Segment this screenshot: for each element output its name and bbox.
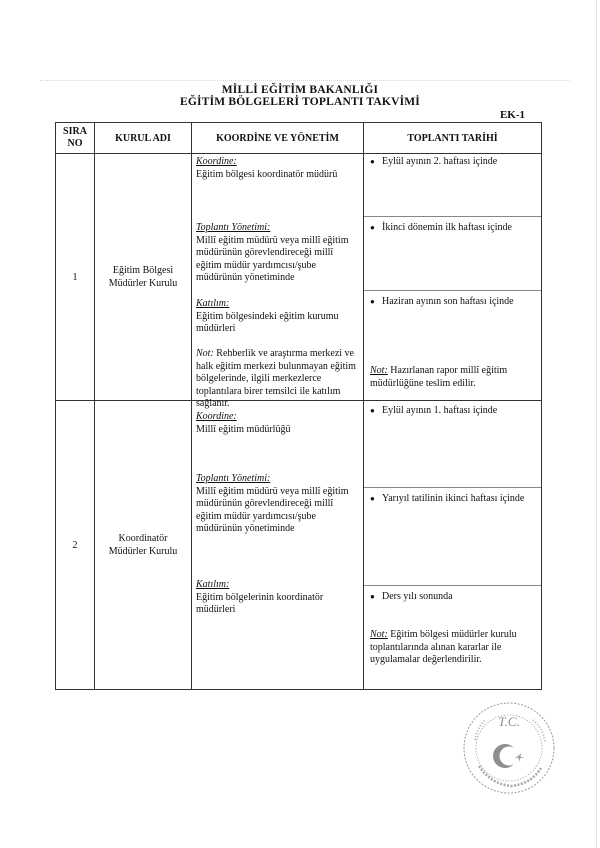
header-toplanti-tarihi: TOPLANTI TARİHİ (364, 123, 542, 154)
divider (364, 290, 541, 291)
katilim-section (196, 579, 358, 617)
bullet-icon: ● (370, 592, 375, 601)
yonetim-text: Millî eğitim müdürü veya millî eğitim müdürünün görevlendireceği millî eğitim müdür yardımcısı/şube müdürünün yönetiminde (196, 234, 349, 283)
official-seal-stamp (461, 700, 557, 796)
date-item: ● Eylül ayının 1. haftası içinde (370, 405, 498, 416)
date-note (370, 365, 535, 390)
katilim-text: Eğitim bölgesindeki eğitim kurumu müdürleri (196, 310, 339, 334)
koordine-label: Koordine: (196, 156, 237, 167)
date-note-text: Hazırlanan rapor millî eğitim müdürlüğüne teslim edilir. (370, 365, 508, 389)
row-number: 1 (56, 154, 95, 401)
crescent-star-icon (493, 744, 524, 768)
date-item: ● Ders yılı sonunda (370, 591, 453, 602)
meeting-calendar-table (55, 122, 542, 690)
council-name: Koordinatör Müdürler Kurulu (95, 401, 192, 690)
not-text: Rehberlik ve araştırma merkezi ve halk eğitim merkezi bulunmayan eğitim bölgelerinde, ilgili merkezlerce toplantılara birer temsilci ile katılım sağlanır. (196, 348, 356, 409)
date-note-text: Eğitim bölgesi müdürler kurulu toplantılarında alınan kararlar ile uygulamalar değerlendirilir. (370, 629, 517, 665)
koordine-text: Eğitim bölgesi koordinatör müdürü (196, 168, 338, 180)
annex-label: EK-1 (499, 109, 525, 121)
divider (364, 585, 541, 586)
koordine-section (196, 156, 358, 181)
bullet-icon: ● (370, 223, 375, 232)
document-title-calendar: EĞİTİM BÖLGELERİ TOPLANTI TAKVİMİ (180, 96, 420, 108)
bullet-icon: ● (370, 406, 375, 415)
divider (364, 487, 541, 488)
table-row (56, 401, 542, 690)
date-item: ● Haziran ayının son haftası içinde (370, 296, 514, 307)
katilim-section (196, 298, 358, 336)
katilim-text: Eğitim bölgelerinin koordinatör müdürleri (196, 591, 324, 615)
date-cell (364, 154, 542, 401)
header-kurul-adi: KURUL ADI (95, 123, 192, 154)
scan-artifact-line (40, 80, 570, 81)
yonetim-section (196, 222, 358, 285)
date-item: ● İkinci dönemin ilk haftası içinde (370, 222, 512, 233)
date-item: ● Yarıyıl tatilinin ikinci haftası içinde (370, 493, 525, 504)
table-header-row (56, 123, 542, 154)
bullet-icon: ● (370, 494, 375, 503)
date-note (370, 629, 535, 667)
stamp-initials: T.C. (498, 714, 520, 729)
coordination-cell (192, 401, 364, 690)
council-name: Eğitim Bölgesi Müdürler Kurulu (95, 154, 192, 401)
katilim-label: Katılım: (196, 298, 230, 309)
row-number: 2 (56, 401, 95, 690)
document-title-ministry: MİLLİ EĞİTİM BAKANLIĞI (221, 84, 379, 96)
not-label: Not: (196, 348, 214, 359)
divider (364, 216, 541, 217)
coordination-cell (192, 154, 364, 409)
yonetim-label: Toplantı Yönetimi: (196, 222, 271, 233)
koordine-text: Millî eğitim müdürlüğü (196, 423, 291, 435)
table-row (56, 154, 542, 401)
koordine-section (196, 411, 358, 436)
bullet-icon: ● (370, 157, 375, 166)
yonetim-label: Toplantı Yönetimi: (196, 473, 271, 484)
yonetim-text: Millî eğitim müdürü veya millî eğitim müdürünün görevlendireceği millî eğitim müdür yardımcısı/şube müdürünün yönetiminde (196, 485, 349, 534)
date-note-label: Not: (370, 365, 388, 376)
bullet-icon: ● (370, 297, 375, 306)
header-koordine-yonetim: KOORDİNE VE YÖNETİM (192, 123, 364, 154)
koordine-label: Koordine: (196, 411, 237, 422)
page-edge-line (596, 0, 597, 848)
date-item: ● Eylül ayının 2. haftası içinde (370, 156, 498, 167)
header-sira-no: SIRA NO (56, 123, 95, 154)
yonetim-section (196, 473, 358, 536)
date-cell (364, 401, 542, 690)
katilim-label: Katılım: (196, 579, 230, 590)
date-note-label: Not: (370, 629, 388, 640)
